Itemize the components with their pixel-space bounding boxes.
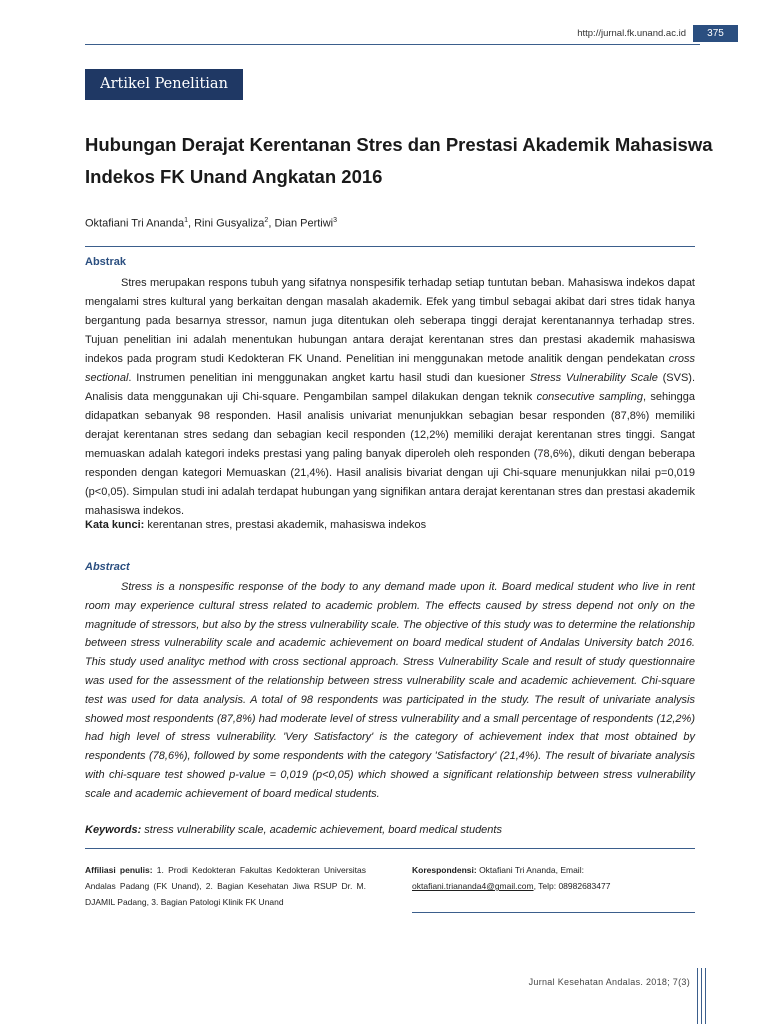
affiliation-text: 1. Prodi Kedokteran Fakultas Kedokteran Universitas Andalas Padang (FK Unand), 2. Bagian Kesehatan Jiwa RSUP Dr. M. DJAMIL Padang, 3. Bagian Patologi Klinik FK Unand [85,865,366,907]
footer-bar [705,968,706,1024]
journal-url: http://jurnal.fk.unand.ac.id [577,28,686,39]
author-list: Oktafiani Tri Ananda$^1$, Rini Gusyaliza$^2$, Dian Pertiwi$^3$ [85,217,338,230]
page-number: 375 [693,25,738,42]
abstrak-text: (SVS). Analisis data menggunakan uji Chi-square. Pengambilan sampel dilakukan dengan teknik [85,372,696,403]
author-name: Oktafiani Tri Ananda [85,217,185,230]
footer-bar [701,968,702,1024]
header-rule [85,44,700,45]
author-affil-mark: 2 [264,217,269,224]
keywords-label: Keywords: [85,824,142,836]
kata-kunci-text: kerentanan stres, prestasi akademik, mahasiswa indekos [144,519,427,531]
abstrak-italic-term: consecutive sampling [536,391,643,403]
abstrak-body [85,274,695,521]
author-affil-mark: 1 [184,217,188,224]
abstrak-italic-term: cross sectional [85,353,695,384]
section-rule [85,246,695,247]
abstrak-italic-term: Stress Vulnerability Scale [529,372,658,384]
journal-citation-footer: Jurnal Kesehatan Andalas. 2018; 7(3) [528,977,690,987]
correspondence-email-link[interactable]: oktafiani.triananda4@gmail.com [412,881,534,891]
keywords-text: stress vulnerability scale, academic achievement, board medical students [141,824,502,836]
kata-kunci [85,519,695,531]
section-rule [412,912,695,913]
paper-title: Hubungan Derajat Kerentanan Stres dan Prestasi Akademik Mahasiswa Indekos FK Unand Angkatan 2016 [85,134,713,187]
abstrak-heading: Abstrak [85,256,126,268]
affiliation-label: Affiliasi penulis: [85,865,153,875]
author-name: Rini Gusyaliza [194,217,265,230]
correspondence-note [412,862,702,894]
abstrak-text: . Instrumen penelitian ini menggunakan angket kartu hasil studi dan kuesioner [128,372,530,384]
article-type-badge: Artikel Penelitian [85,69,243,100]
footer-bar [697,968,698,1024]
keywords [85,824,695,836]
correspondence-phone: , Telp: 08982683477 [533,881,611,891]
author-affil-mark: 3 [333,217,338,224]
correspondence-label: Korespondensi: [412,865,477,875]
section-rule [85,848,695,849]
kata-kunci-label: Kata kunci: [85,519,145,531]
correspondence-name: Oktafiani Tri Ananda, Email: [476,865,584,875]
abstrak-text: , sehingga didapatkan sebanyak 98 responden. Hasil analisis univariat menunjukkan sebagian besar responden (87,8%) memiliki derajat kerentanan stres sedang dan sebagian kecil responden (12,2%) memiliki derajat kerentanan stres tinggi. Sangat memuaskan adalah kategori indeks prestasi yang paling banyak diperoleh oleh responden (78,6%), dikuti dengan beberapa responden dengan kategori Memuaskan (21,4%). Hasil analisis bivariat dengan uji Chi-square menunjukkan nilai p=0,019 (p<0,05). Simpulan studi ini adalah terdapat hubungan yang signifikan antara derajat kerentanan stres dan prestasi akademik mahasiswa indekos. [85,391,695,517]
abstract-body: Stress is a nonspesific response of the body to any demand made upon it. Board medical student who live in rent room may experience cultural stress related to academic problem. The effects caused by stress depend not only on the magnitude of stressors, but also by the stress vulnerability scale. The objective of this study was to determine the relationship between stress vulnerability scale and academic achievement on board medical student of Andalas University batch 2016. This study used analityc method with cross sectional approach. Stress Vulnerability Scale and result of study questionnaire was used for the assessment of the relationship between stress vulnerability scale and academic achievement. Chi-square test was used for data analysis. A total of 98 respondents was participated in the study. The result of univariate analysis showed most respondents (87,8%) had moderate level of stress vulnerability and a small percentage of respondents (12,2%) had high level of stress vulnerability. 'Very Satisfactory' is the category of achievement index that most obtained by respondents (78,6%), followed by some respondents with the category 'Satisfactory' (21,4%). The result of bivariate analysis with chi-square test showed p-value = 0,019 (p<0,05) which showed a significant relationship between stress vulnerability scale and academic achievement of board medical students. [85,581,695,800]
affiliation-note [85,862,366,910]
abstract-heading: Abstract [85,561,130,573]
author-name: Dian Pertiwi [274,217,334,230]
abstrak-text: Stres merupakan respons tubuh yang sifatnya nonspesifik terhadap setiap tuntutan beban. Mahasiswa indekos dapat mengalami stres kultural yang berkaitan dengan masalah akademik. Efek yang timbul sebagai akibat dari stres tidak hanya bergantung pada besarnya stressor, namun juga ditentukan oleh seberapa tinggi derajat kerentanannya terhadap stres. Tujuan penelitian ini adalah menentukan hubungan antara derajat kerentanan stres dan prestasi akademik mahasiswa indekos pada program studi Kedokteran FK Unand. Penelitian ini menggunakan metode analitik dengan pendekatan [85,277,695,365]
